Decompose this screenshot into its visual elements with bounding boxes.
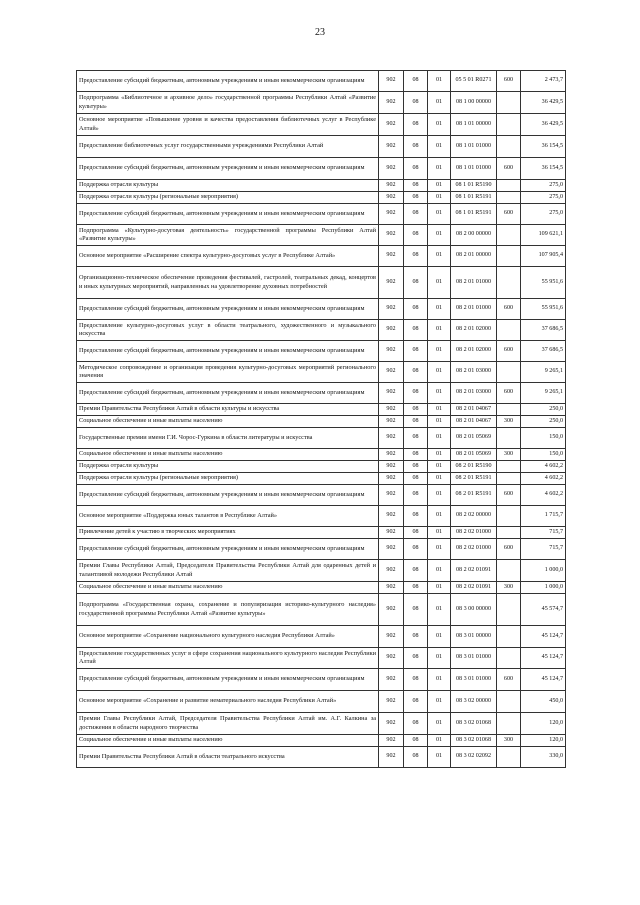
section-code-cell: 08 [404,594,428,626]
ministry-code-cell: 902 [379,267,404,299]
ministry-code-cell: 902 [379,461,404,473]
section-code-cell: 08 [404,225,428,246]
amount-cell: 1 000,0 [521,582,566,594]
ministry-code-cell: 902 [379,594,404,626]
section-code-cell: 08 [404,506,428,527]
section-code-cell: 08 [404,669,428,691]
expense-type-code-cell [497,114,521,136]
section-code-cell: 08 [404,428,428,449]
ministry-code-cell: 902 [379,180,404,192]
expense-type-code-cell [497,594,521,626]
subsection-code-cell: 01 [428,713,451,735]
subsection-code-cell: 01 [428,506,451,527]
expense-name-cell: Премии Главы Республики Алтай, Председателя Правительства Республики Алтай для одаренных детей и талантливой молодежи Республики Алтай [77,560,379,582]
ministry-code-cell: 902 [379,299,404,320]
subsection-code-cell: 01 [428,735,451,747]
amount-cell: 45 124,7 [521,648,566,669]
target-item-code-cell: 08 1 00 00000 [451,92,497,114]
target-item-code-cell: 08 2 01 02000 [451,341,497,362]
target-item-code-cell: 08 2 02 00000 [451,506,497,527]
section-code-cell: 08 [404,449,428,461]
target-item-code-cell: 08 2 01 05069 [451,449,497,461]
ministry-code-cell: 902 [379,527,404,539]
expense-name-cell: Подпрограмма «Культурно-досуговая деятельность» государственной программы Республики Алтай «Развитие культуры» [77,225,379,246]
expense-name-cell: Предоставление субсидий бюджетным, автономным учреждениям и иным некоммерческим организациям [77,485,379,506]
table-row [77,180,566,192]
expense-type-code-cell: 600 [497,204,521,225]
expense-type-code-cell: 600 [497,71,521,92]
budget-table [76,70,566,768]
expense-type-code-cell: 600 [497,539,521,560]
amount-cell: 150,0 [521,428,566,449]
target-item-code-cell: 08 2 01 00000 [451,246,497,267]
section-code-cell: 08 [404,539,428,560]
amount-cell: 37 686,5 [521,320,566,341]
amount-cell: 36 429,5 [521,92,566,114]
expense-name-cell: Методическое сопровождение и организация проведения культурно-досуговых мероприятий регионального значения [77,362,379,383]
amount-cell: 9 265,1 [521,362,566,383]
ministry-code-cell: 902 [379,560,404,582]
target-item-code-cell: 08 2 01 05069 [451,428,497,449]
expense-type-code-cell [497,362,521,383]
amount-cell: 715,7 [521,539,566,560]
table-row [77,669,566,691]
expense-type-code-cell: 600 [497,299,521,320]
amount-cell: 1 715,7 [521,506,566,527]
amount-cell: 45 124,7 [521,669,566,691]
section-code-cell: 08 [404,180,428,192]
ministry-code-cell: 902 [379,485,404,506]
table-row [77,626,566,648]
amount-cell: 36 429,5 [521,114,566,136]
expense-name-cell: Предоставление субсидий бюджетным, автономным учреждениям и иным некоммерческим организациям [77,71,379,92]
expense-name-cell: Предоставление субсидий бюджетным, автономным учреждениям и иным некоммерческим организациям [77,158,379,180]
target-item-code-cell: 08 2 02 01091 [451,582,497,594]
target-item-code-cell: 08 3 02 00000 [451,691,497,713]
expense-name-cell: Поддержка отрасли культуры [77,180,379,192]
expense-type-code-cell [497,192,521,204]
subsection-code-cell: 01 [428,299,451,320]
table-row [77,71,566,92]
subsection-code-cell: 01 [428,246,451,267]
table-row [77,341,566,362]
subsection-code-cell: 01 [428,416,451,428]
expense-name-cell: Основное мероприятие «Сохранение и развитие нематериального наследия Республики Алтай» [77,691,379,713]
section-code-cell: 08 [404,735,428,747]
amount-cell: 45 574,7 [521,594,566,626]
subsection-code-cell: 01 [428,192,451,204]
subsection-code-cell: 01 [428,225,451,246]
target-item-code-cell: 08 1 01 R5191 [451,204,497,225]
expense-type-code-cell: 300 [497,449,521,461]
target-item-code-cell: 08 2 01 01000 [451,299,497,320]
target-item-code-cell: 08 2 01 R5191 [451,485,497,506]
target-item-code-cell: 08 2 01 02000 [451,320,497,341]
subsection-code-cell: 01 [428,461,451,473]
subsection-code-cell: 01 [428,626,451,648]
expense-name-cell: Подпрограмма «Государственная охрана, сохранение и популяризация историко-культурного наследия» государственной программы Республики Алтай «Развитие культуры» [77,594,379,626]
table-row [77,246,566,267]
amount-cell: 275,0 [521,204,566,225]
table-row [77,713,566,735]
amount-cell: 250,0 [521,416,566,428]
expense-name-cell: Предоставление субсидий бюджетным, автономным учреждениям и иным некоммерческим организациям [77,383,379,404]
section-code-cell: 08 [404,691,428,713]
expense-type-code-cell [497,92,521,114]
expense-name-cell: Премии Главы Республики Алтай, Председателя Правительства Республики Алтай им. А.Г. Калкина за достижения в области народного творчества [77,713,379,735]
amount-cell: 36 154,5 [521,158,566,180]
target-item-code-cell: 08 3 02 01068 [451,735,497,747]
expense-name-cell: Организационно-техническое обеспечение проведения фестивалей, гастролей, театральных декад, концертов и иных культурных мероприятий, направленных на удовлетворение духовных потребностей [77,267,379,299]
subsection-code-cell: 01 [428,747,451,768]
amount-cell: 330,0 [521,747,566,768]
expense-type-code-cell [497,246,521,267]
expense-type-code-cell [497,713,521,735]
subsection-code-cell: 01 [428,204,451,225]
expense-name-cell: Социальное обеспечение и иные выплаты населению [77,416,379,428]
target-item-code-cell: 08 2 01 04067 [451,416,497,428]
table-row [77,192,566,204]
expense-name-cell: Предоставление культурно-досуговых услуг в области театрального, художественного и музыкального искусства [77,320,379,341]
section-code-cell: 08 [404,416,428,428]
amount-cell: 450,0 [521,691,566,713]
table-row [77,383,566,404]
expense-type-code-cell [497,267,521,299]
subsection-code-cell: 01 [428,691,451,713]
table-row [77,114,566,136]
ministry-code-cell: 902 [379,71,404,92]
ministry-code-cell: 902 [379,539,404,560]
ministry-code-cell: 902 [379,582,404,594]
table-row [77,539,566,560]
target-item-code-cell: 08 3 01 01000 [451,669,497,691]
expense-name-cell: Предоставление субсидий бюджетным, автономным учреждениям и иным некоммерческим организациям [77,299,379,320]
ministry-code-cell: 902 [379,626,404,648]
section-code-cell: 08 [404,114,428,136]
expense-name-cell: Предоставление субсидий бюджетным, автономным учреждениям и иным некоммерческим организациям [77,341,379,362]
expense-type-code-cell [497,404,521,416]
amount-cell: 9 265,1 [521,383,566,404]
target-item-code-cell: 08 2 02 01091 [451,560,497,582]
ministry-code-cell: 902 [379,114,404,136]
amount-cell: 275,0 [521,180,566,192]
subsection-code-cell: 01 [428,136,451,158]
expense-type-code-cell: 600 [497,485,521,506]
expense-type-code-cell [497,320,521,341]
expense-name-cell: Основное мероприятие «Поддержка юных талантов в Республике Алтай» [77,506,379,527]
amount-cell: 37 686,5 [521,341,566,362]
table-row [77,299,566,320]
ministry-code-cell: 902 [379,362,404,383]
target-item-code-cell: 08 1 01 R5190 [451,180,497,192]
table-row [77,582,566,594]
expense-type-code-cell [497,691,521,713]
table-body [77,71,566,768]
target-item-code-cell: 08 1 01 R5191 [451,192,497,204]
expense-type-code-cell [497,560,521,582]
section-code-cell: 08 [404,320,428,341]
expense-name-cell: Премии Правительства Республики Алтай в области театрального искусства [77,747,379,768]
table-row [77,449,566,461]
target-item-code-cell: 08 1 01 01000 [451,136,497,158]
ministry-code-cell: 902 [379,648,404,669]
section-code-cell: 08 [404,473,428,485]
expense-type-code-cell [497,747,521,768]
target-item-code-cell: 08 2 02 01000 [451,527,497,539]
subsection-code-cell: 01 [428,648,451,669]
table-row [77,428,566,449]
subsection-code-cell: 01 [428,404,451,416]
ministry-code-cell: 902 [379,735,404,747]
amount-cell: 107 905,4 [521,246,566,267]
ministry-code-cell: 902 [379,383,404,404]
expense-type-code-cell [497,506,521,527]
expense-type-code-cell: 600 [497,341,521,362]
ministry-code-cell: 902 [379,246,404,267]
expense-name-cell: Основное мероприятие «Сохранение национального культурного наследия Республики Алтай» [77,626,379,648]
subsection-code-cell: 01 [428,669,451,691]
expense-type-code-cell: 300 [497,582,521,594]
target-item-code-cell: 08 3 02 01068 [451,713,497,735]
subsection-code-cell: 01 [428,267,451,299]
table-row [77,267,566,299]
table-row [77,506,566,527]
expense-type-code-cell [497,626,521,648]
target-item-code-cell: 08 3 01 01000 [451,648,497,669]
subsection-code-cell: 01 [428,383,451,404]
table-row [77,362,566,383]
expense-name-cell: Поддержка отрасли культуры (региональные мероприятия) [77,192,379,204]
table-row [77,691,566,713]
expense-type-code-cell: 300 [497,735,521,747]
amount-cell: 150,0 [521,449,566,461]
expense-type-code-cell [497,648,521,669]
ministry-code-cell: 902 [379,713,404,735]
section-code-cell: 08 [404,92,428,114]
amount-cell: 36 154,5 [521,136,566,158]
subsection-code-cell: 01 [428,485,451,506]
amount-cell: 4 602,2 [521,461,566,473]
target-item-code-cell: 08 1 01 00000 [451,114,497,136]
ministry-code-cell: 902 [379,473,404,485]
table-row [77,461,566,473]
subsection-code-cell: 01 [428,362,451,383]
target-item-code-cell: 05 5 01 R0271 [451,71,497,92]
amount-cell: 250,0 [521,404,566,416]
expense-type-code-cell: 600 [497,669,521,691]
expense-name-cell: Поддержка отрасли культуры (региональные мероприятия) [77,473,379,485]
subsection-code-cell: 01 [428,582,451,594]
table-row [77,158,566,180]
page-number: 23 [315,27,325,38]
ministry-code-cell: 902 [379,506,404,527]
amount-cell: 120,0 [521,735,566,747]
table-row [77,204,566,225]
table-row [77,735,566,747]
ministry-code-cell: 902 [379,428,404,449]
ministry-code-cell: 902 [379,92,404,114]
ministry-code-cell: 902 [379,416,404,428]
section-code-cell: 08 [404,267,428,299]
table-row [77,225,566,246]
target-item-code-cell: 08 2 01 R5190 [451,461,497,473]
table-row [77,416,566,428]
subsection-code-cell: 01 [428,560,451,582]
target-item-code-cell: 08 2 01 03000 [451,383,497,404]
ministry-code-cell: 902 [379,449,404,461]
expense-name-cell: Государственные премии имени Г.И. Чорос-Гуркина в области литературы и искусства [77,428,379,449]
expense-type-code-cell: 600 [497,158,521,180]
amount-cell: 1 000,0 [521,560,566,582]
expense-name-cell: Предоставление библиотечных услуг государственными учреждениями Республики Алтай [77,136,379,158]
ministry-code-cell: 902 [379,669,404,691]
section-code-cell: 08 [404,485,428,506]
expense-type-code-cell [497,473,521,485]
target-item-code-cell: 08 2 00 00000 [451,225,497,246]
expense-name-cell: Основное мероприятие «Повышение уровня и качества предоставления библиотечных услуг в Республике Алтай» [77,114,379,136]
target-item-code-cell: 08 3 00 00000 [451,594,497,626]
section-code-cell: 08 [404,747,428,768]
table-row [77,92,566,114]
expense-name-cell: Подпрограмма «Библиотечное и архивное дело» государственной программы Республики Алтай «Развитие культуры» [77,92,379,114]
amount-cell: 4 602,2 [521,473,566,485]
section-code-cell: 08 [404,158,428,180]
expense-type-code-cell [497,180,521,192]
ministry-code-cell: 902 [379,341,404,362]
table-row [77,473,566,485]
subsection-code-cell: 01 [428,449,451,461]
section-code-cell: 08 [404,560,428,582]
subsection-code-cell: 01 [428,180,451,192]
target-item-code-cell: 08 2 02 01000 [451,539,497,560]
expense-name-cell: Привлечение детей к участию в творческих мероприятиях [77,527,379,539]
amount-cell: 275,0 [521,192,566,204]
table-row [77,320,566,341]
table-row [77,648,566,669]
expense-type-code-cell [497,527,521,539]
ministry-code-cell: 902 [379,136,404,158]
section-code-cell: 08 [404,582,428,594]
section-code-cell: 08 [404,204,428,225]
amount-cell: 2 473,7 [521,71,566,92]
section-code-cell: 08 [404,527,428,539]
amount-cell: 55 951,6 [521,267,566,299]
ministry-code-cell: 902 [379,747,404,768]
target-item-code-cell: 08 3 02 02092 [451,747,497,768]
expense-name-cell: Социальное обеспечение и иные выплаты населению [77,735,379,747]
section-code-cell: 08 [404,648,428,669]
amount-cell: 45 124,7 [521,626,566,648]
expense-type-code-cell: 600 [497,383,521,404]
subsection-code-cell: 01 [428,71,451,92]
amount-cell: 715,7 [521,527,566,539]
target-item-code-cell: 08 2 01 01000 [451,267,497,299]
target-item-code-cell: 08 2 01 04067 [451,404,497,416]
amount-cell: 109 621,1 [521,225,566,246]
expense-type-code-cell [497,461,521,473]
subsection-code-cell: 01 [428,114,451,136]
expense-type-code-cell [497,136,521,158]
subsection-code-cell: 01 [428,92,451,114]
amount-cell: 55 951,6 [521,299,566,320]
expense-name-cell: Поддержка отрасли культуры [77,461,379,473]
amount-cell: 120,0 [521,713,566,735]
ministry-code-cell: 902 [379,691,404,713]
target-item-code-cell: 08 2 01 03000 [451,362,497,383]
target-item-code-cell: 08 2 01 R5191 [451,473,497,485]
ministry-code-cell: 902 [379,320,404,341]
table-row [77,136,566,158]
expense-name-cell: Социальное обеспечение и иные выплаты населению [77,582,379,594]
ministry-code-cell: 902 [379,158,404,180]
table-row [77,404,566,416]
subsection-code-cell: 01 [428,539,451,560]
expense-name-cell: Предоставление субсидий бюджетным, автономным учреждениям и иным некоммерческим организациям [77,204,379,225]
ministry-code-cell: 902 [379,204,404,225]
table-row [77,594,566,626]
expense-type-code-cell [497,225,521,246]
table-row [77,747,566,768]
ministry-code-cell: 902 [379,404,404,416]
table-row [77,485,566,506]
section-code-cell: 08 [404,246,428,267]
subsection-code-cell: 01 [428,320,451,341]
target-item-code-cell: 08 1 01 01000 [451,158,497,180]
section-code-cell: 08 [404,136,428,158]
expense-type-code-cell [497,428,521,449]
subsection-code-cell: 01 [428,594,451,626]
expense-name-cell: Предоставление государственных услуг в сфере сохранения национального культурного наследия Республики Алтай [77,648,379,669]
ministry-code-cell: 902 [379,192,404,204]
expense-name-cell: Премии Правительства Республики Алтай в области культуры и искусства [77,404,379,416]
subsection-code-cell: 01 [428,473,451,485]
section-code-cell: 08 [404,362,428,383]
ministry-code-cell: 902 [379,225,404,246]
section-code-cell: 08 [404,404,428,416]
subsection-code-cell: 01 [428,527,451,539]
subsection-code-cell: 01 [428,341,451,362]
section-code-cell: 08 [404,713,428,735]
section-code-cell: 08 [404,299,428,320]
expense-name-cell: Социальное обеспечение и иные выплаты населению [77,449,379,461]
subsection-code-cell: 01 [428,158,451,180]
section-code-cell: 08 [404,461,428,473]
expense-name-cell: Предоставление субсидий бюджетным, автономным учреждениям и иным некоммерческим организациям [77,669,379,691]
table-row [77,527,566,539]
amount-cell: 4 602,2 [521,485,566,506]
expense-name-cell: Предоставление субсидий бюджетным, автономным учреждениям и иным некоммерческим организациям [77,539,379,560]
section-code-cell: 08 [404,626,428,648]
section-code-cell: 08 [404,383,428,404]
subsection-code-cell: 01 [428,428,451,449]
table-row [77,560,566,582]
section-code-cell: 08 [404,71,428,92]
section-code-cell: 08 [404,192,428,204]
target-item-code-cell: 08 3 01 00000 [451,626,497,648]
expense-name-cell: Основное мероприятие «Расширение спектра культурно-досуговых услуг в Республике Алтай» [77,246,379,267]
section-code-cell: 08 [404,341,428,362]
expense-type-code-cell: 300 [497,416,521,428]
